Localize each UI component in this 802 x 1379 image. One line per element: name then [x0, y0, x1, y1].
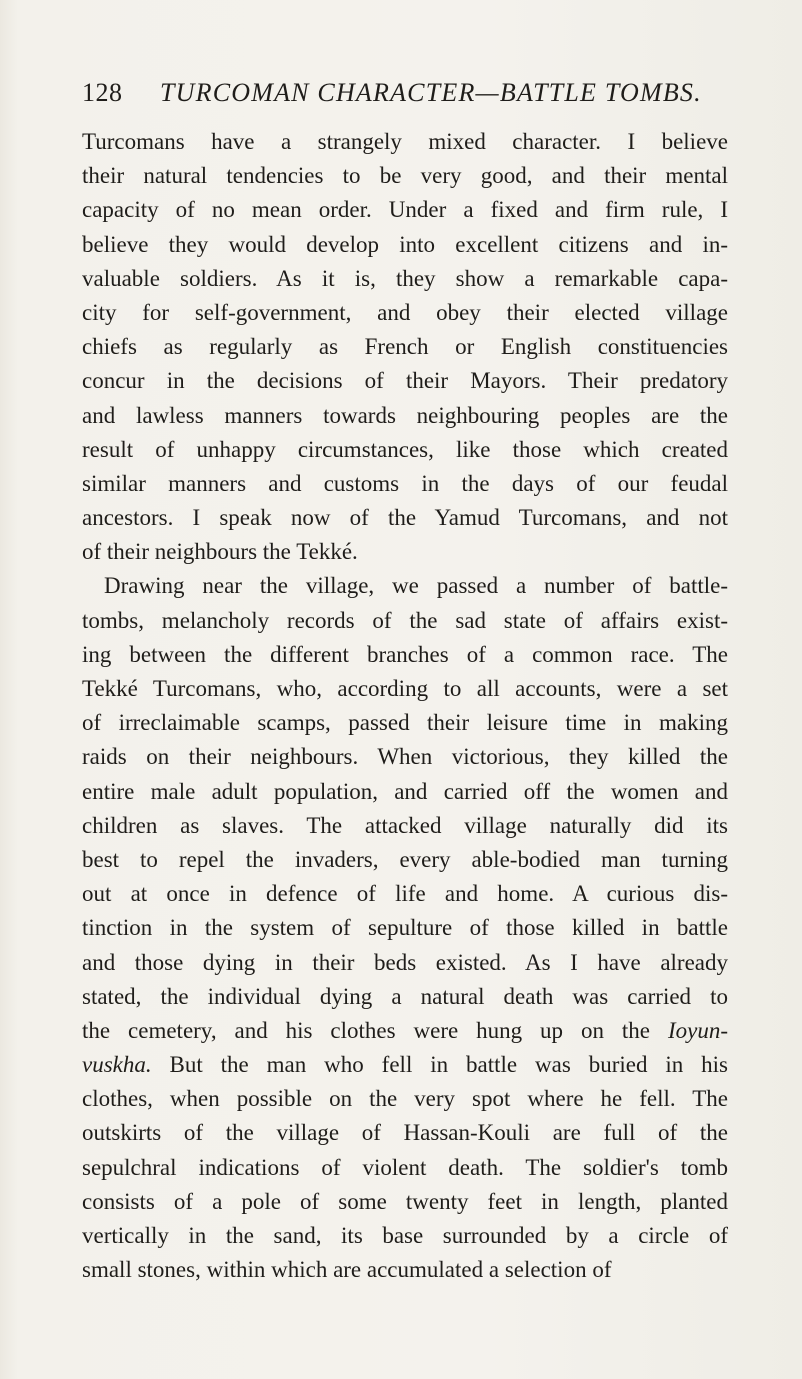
- text-line: raids on their neighbours. When victorious, they killed the: [82, 744, 728, 770]
- text-line: outskirts of the village of Hassan-Kouli are full of the: [82, 1120, 728, 1146]
- text-fragment: the cemetery, and his clothes were hung up on the: [82, 1017, 651, 1043]
- text-line: of their neighbours the Tekké.: [82, 539, 358, 565]
- text-line: children as slaves. The attacked village naturally did its: [82, 812, 728, 838]
- text-fragment: But the man who fell in battle was buried in his: [151, 1052, 728, 1078]
- text-line: chiefs as regularly as French or English constituencies: [82, 334, 728, 360]
- text-line: concur in the decisions of their Mayors. Their predatory: [82, 368, 728, 394]
- text-line: [82, 1048, 728, 1082]
- text-line: of irreclaimable scamps, passed their leisure time in making: [82, 710, 728, 736]
- page-number: 128: [82, 78, 123, 107]
- text-line: best to repel the invaders, every able-bodied man turning: [82, 846, 728, 872]
- italic-word: vuskha.: [82, 1052, 152, 1078]
- text-line: tombs, melancholy records of the sad state of affairs exist-: [82, 607, 728, 633]
- text-line: similar manners and customs in the days of our feudal: [82, 470, 728, 496]
- text-line: capacity of no mean order. Under a fixed and firm rule, I: [82, 197, 728, 223]
- text-line: result of unhappy circumstances, like those which created: [82, 436, 728, 462]
- body-text: [82, 125, 728, 1287]
- paragraph-2: [82, 569, 728, 1287]
- text-line: Turcomans have a strangely mixed character. I believe: [82, 129, 728, 154]
- text-line: believe they would develop into excellent citizens and in-: [82, 231, 728, 257]
- text-line: Drawing near the village, we passed a number of battle-: [104, 573, 728, 599]
- paragraph-1: [82, 125, 728, 569]
- italic-word: Ioyun-: [667, 1017, 728, 1043]
- text-line: and those dying in their beds existed. As I have already: [82, 949, 728, 975]
- text-line: Tekké Turcomans, who, according to all accounts, were a set: [82, 676, 728, 701]
- text-line: sepulchral indications of violent death. The soldier's tomb: [82, 1154, 728, 1180]
- text-line: [82, 1014, 728, 1048]
- text-line: out at once in defence of life and home. A curious dis-: [82, 881, 728, 907]
- text-line: ancestors. I speak now of the Yamud Turcomans, and not: [82, 505, 728, 531]
- running-title: TURCOMAN CHARACTER—BATTLE TOMBS.: [160, 78, 702, 107]
- page-header: [82, 74, 722, 114]
- text-line: city for self-government, and obey their elected village: [82, 299, 728, 325]
- text-line: consists of a pole of some twenty feet in length, planted: [82, 1188, 728, 1214]
- text-line: valuable soldiers. As it is, they show a remarkable capa-: [82, 265, 728, 291]
- text-line: ing between the different branches of a common race. The: [82, 641, 728, 667]
- text-line: clothes, when possible on the very spot where he fell. The: [82, 1086, 728, 1112]
- text-line: stated, the individual dying a natural death was carried to: [82, 983, 728, 1009]
- text-line: small stones, within which are accumulated a selection of: [82, 1257, 612, 1283]
- text-line: tinction in the system of sepulture of those killed in battle: [82, 915, 728, 941]
- text-line: entire male adult population, and carried off the women and: [82, 778, 728, 804]
- text-line: and lawless manners towards neighbouring peoples are the: [82, 402, 728, 428]
- text-line: vertically in the sand, its base surrounded by a circle of: [82, 1223, 728, 1248]
- text-line: their natural tendencies to be very good, and their mental: [82, 163, 728, 189]
